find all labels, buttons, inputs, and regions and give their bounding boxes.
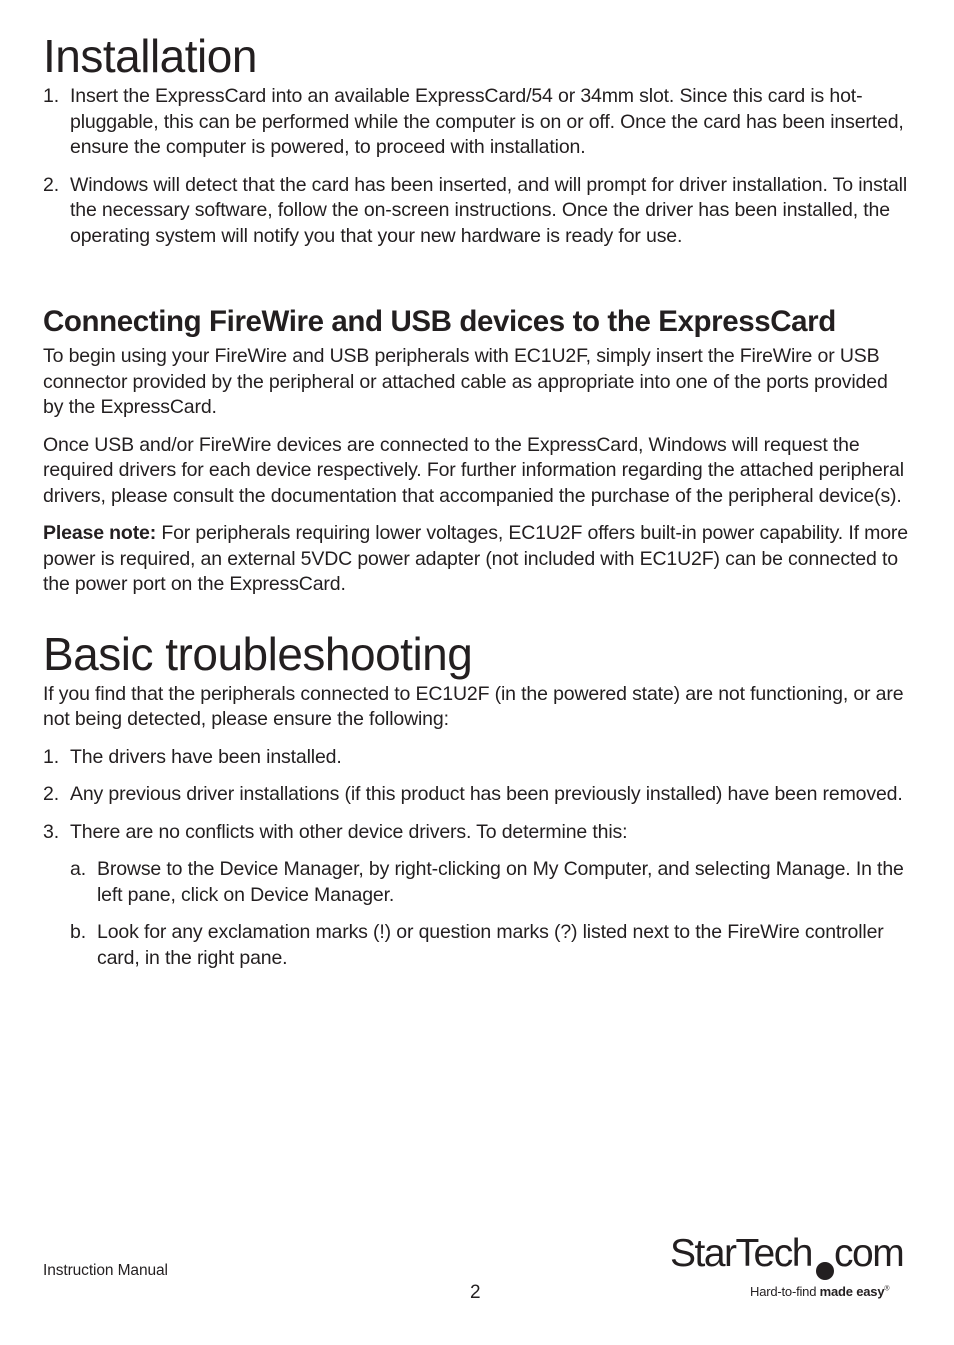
list-letter: a. xyxy=(70,858,86,880)
list-item xyxy=(43,820,909,846)
registered-mark: ® xyxy=(884,1285,890,1293)
list-number: 1. xyxy=(43,85,59,107)
list-text: Insert the ExpressCard into an available ExpressCard/54 or 34mm slot. Since this card is hot-pluggable, this can be performed while the computer is on or off. Once the card has been inserted, ensure the computer is powered, to proceed with installation. xyxy=(70,85,904,158)
manual-label: Instruction Manual xyxy=(43,1262,168,1279)
connecting-paragraph-2: Once USB and/or FireWire devices are connected to the ExpressCard, Windows will request the required drivers for each device respectively. For further information regarding the attached peripheral drivers, please consult the documentation that accompanied the purchase of the peripheral device(s). xyxy=(43,433,904,507)
list-item xyxy=(43,173,909,250)
list-text: Windows will detect that the card has been inserted, and will prompt for driver installation. To install the necessary software, follow the on-screen instructions. Once the driver has been installed, the operating system will notify you that your new hardware is ready for use. xyxy=(70,173,908,247)
list-item xyxy=(70,920,909,971)
troubleshooting-steps xyxy=(43,745,909,972)
list-number: 1. xyxy=(43,745,59,768)
tagline-bold: made easy xyxy=(819,1284,885,1299)
logo-dot-icon xyxy=(816,1262,834,1280)
connecting-heading: Connecting FireWire and USB devices to the ExpressCard xyxy=(43,305,836,338)
list-item xyxy=(43,782,909,808)
list-text: The drivers have been installed. xyxy=(70,745,342,768)
list-text: There are no conflicts with other device drivers. To determine this: xyxy=(70,820,628,843)
troubleshooting-intro: If you find that the peripherals connected to EC1U2F (in the powered state) are not functioning, or are not being detected, please ensure the following: xyxy=(43,682,904,730)
list-item xyxy=(43,745,909,771)
list-text: Any previous driver installations (if this product has been previously installed) have been removed. xyxy=(70,783,903,805)
power-note xyxy=(43,521,909,598)
list-letter: b. xyxy=(70,921,86,943)
installation-steps xyxy=(43,84,909,249)
startech-logo xyxy=(670,1232,915,1304)
list-item xyxy=(43,84,909,161)
logo-suffix: com xyxy=(834,1232,904,1275)
list-number: 3. xyxy=(43,820,59,843)
note-label: Please note: xyxy=(43,522,157,544)
list-number: 2. xyxy=(43,173,59,196)
page-content xyxy=(43,28,909,971)
tagline-regular: Hard-to-find xyxy=(750,1284,820,1299)
logo-wordmark: StarTech xyxy=(670,1232,812,1275)
list-number: 2. xyxy=(43,783,59,805)
list-item xyxy=(70,857,909,908)
list-text: Browse to the Device Manager, by right-clicking on My Computer, and selecting Manage. In the left pane, click on Device Manager. xyxy=(97,858,904,906)
note-text: For peripherals requiring lower voltages, EC1U2F offers built-in power capability. If more power is required, an external 5VDC power adapter (not included with EC1U2F) can be connected to the power port on the ExpressCard. xyxy=(43,522,908,595)
connecting-paragraph-1: To begin using your FireWire and USB peripherals with EC1U2F, simply insert the FireWire or USB connector provided by the peripheral or attached cable as appropriate into one of the ports provided by the ExpressCard. xyxy=(43,345,888,418)
troubleshooting-heading: Basic troubleshooting xyxy=(43,627,473,680)
list-text: Look for any exclamation marks (!) or question marks (?) listed next to the FireWire controller card, in the right pane. xyxy=(97,921,884,969)
logo-tagline xyxy=(750,1284,889,1299)
installation-heading: Installation xyxy=(43,30,257,82)
troubleshooting-substeps xyxy=(43,857,909,971)
page-number: 2 xyxy=(470,1282,481,1303)
